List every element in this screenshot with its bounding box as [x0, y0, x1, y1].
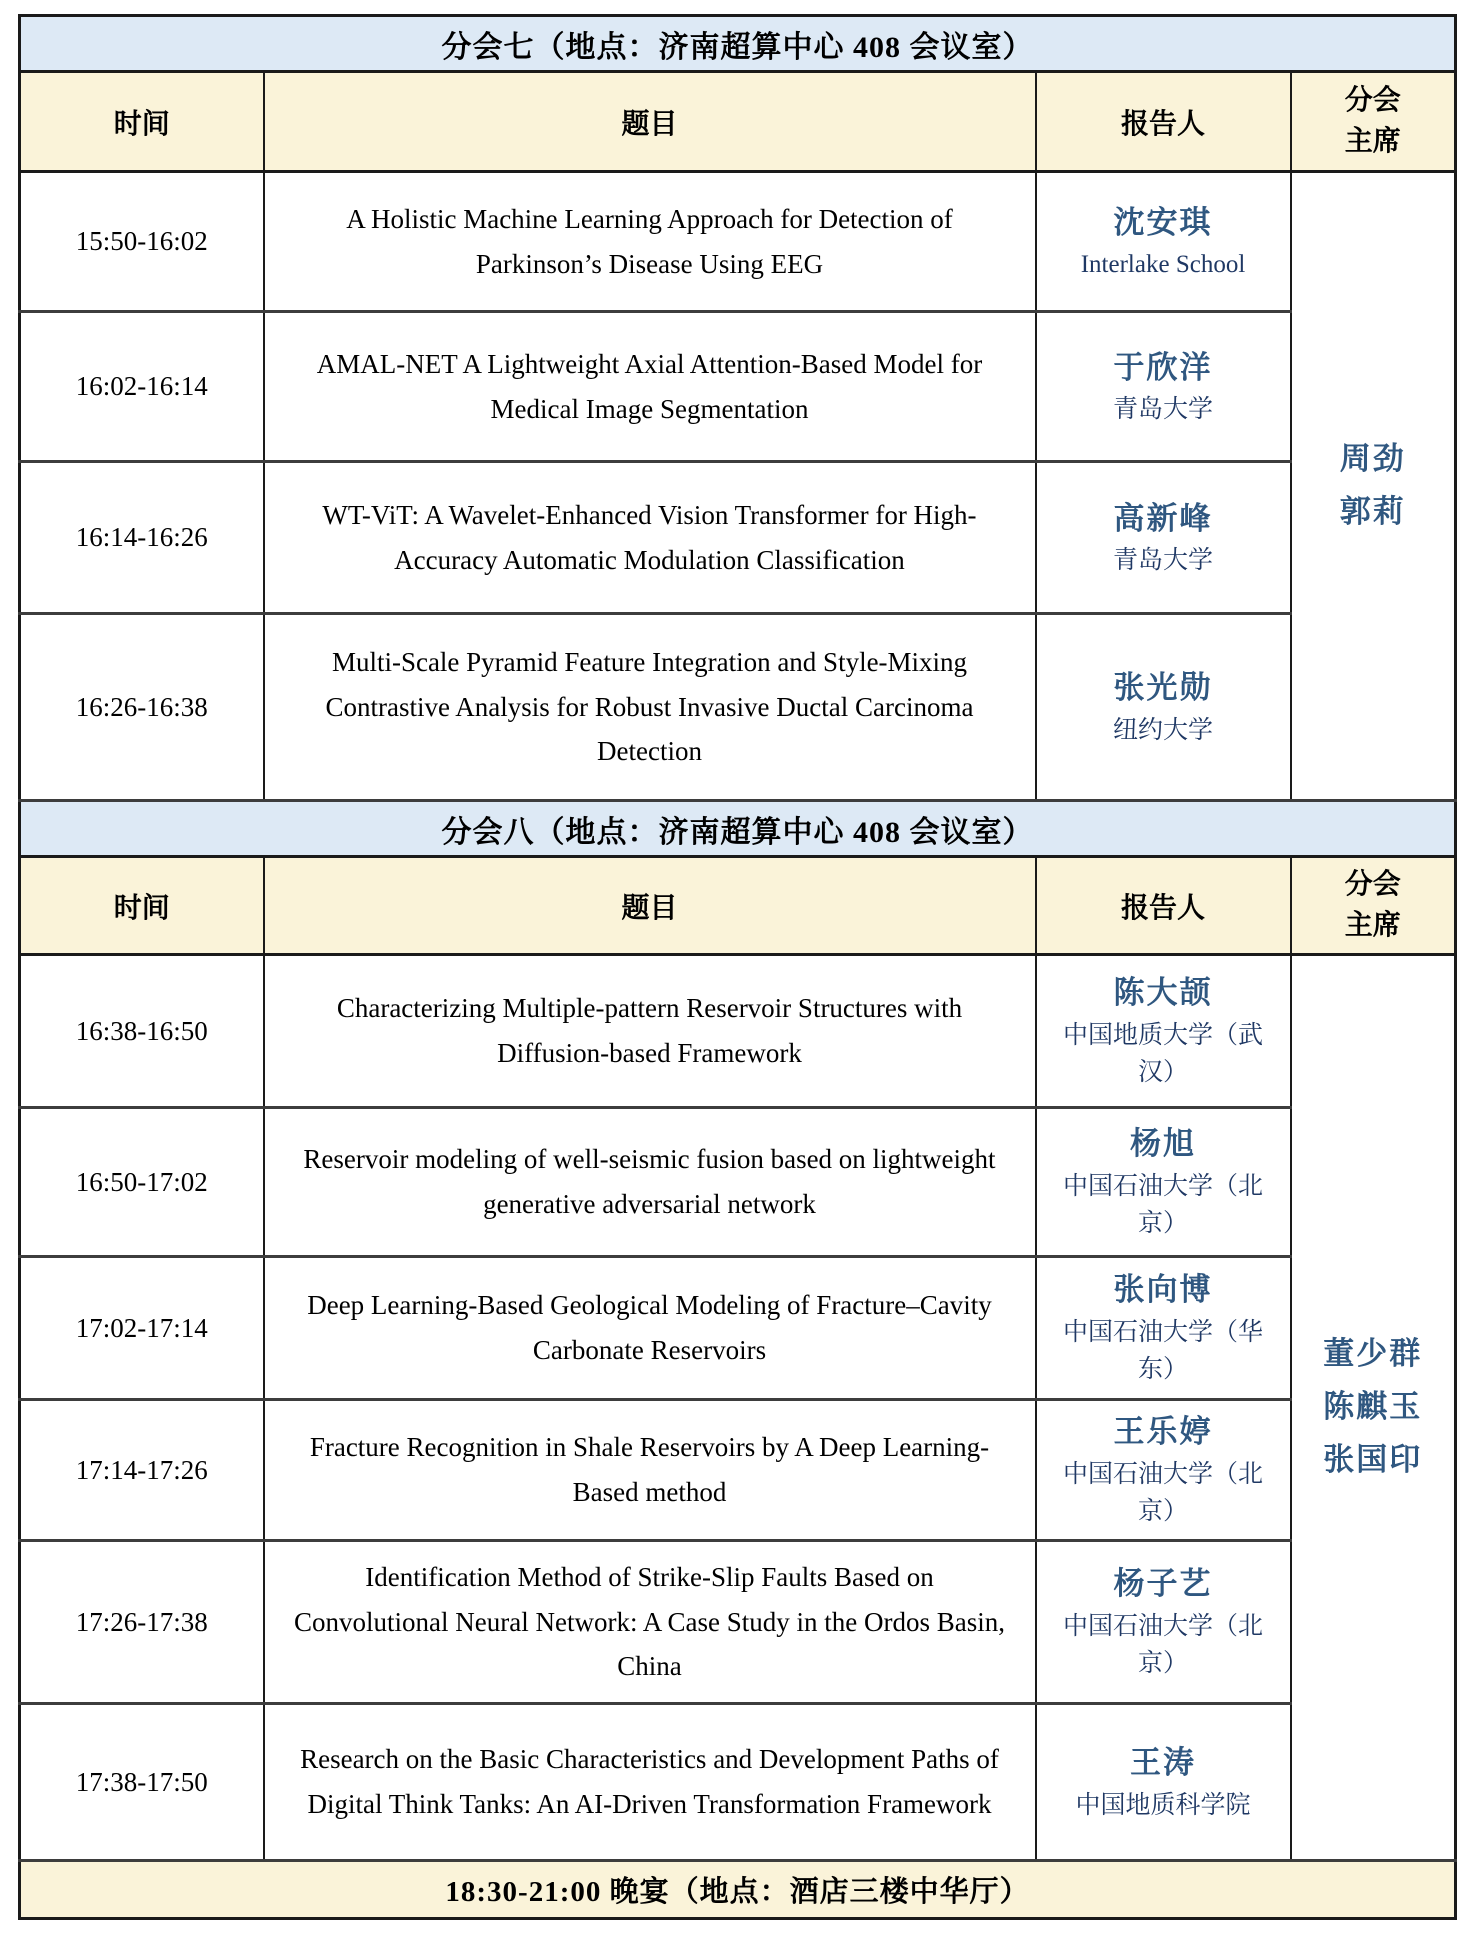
speaker-affiliation: 中国地质科学院: [1075, 1791, 1251, 1819]
time-cell: 17:14-17:26: [20, 1400, 264, 1541]
time-cell: 17:26-17:38: [20, 1541, 264, 1704]
speaker-name: 王乐婷: [1113, 1414, 1213, 1450]
chair-name: 郭莉: [1339, 494, 1406, 529]
session8-chair-cell: [1291, 955, 1456, 1861]
column-header-speaker: 报告人: [1036, 857, 1291, 955]
session8-title: 分会八（地点：济南超算中心 408 会议室）: [20, 801, 1456, 857]
session7-chair-cell: [1291, 172, 1456, 801]
title-cell: AMAL-NET A Lightweight Axial Attention-Based Model for Medical Image Segmentation: [264, 312, 1036, 462]
speaker-affiliation: 青岛大学: [1112, 547, 1213, 574]
time-cell: 15:50-16:02: [20, 172, 264, 312]
table-row: [20, 1400, 1456, 1541]
column-header-chair-line1: 分会: [1344, 84, 1401, 116]
time-cell: 16:14-16:26: [20, 462, 264, 614]
session7-header-band: [20, 16, 1456, 72]
speaker-cell: [1036, 1541, 1291, 1704]
table-row: [20, 1541, 1456, 1704]
speaker-name: 杨旭: [1130, 1126, 1196, 1162]
speaker-cell: [1036, 312, 1291, 462]
table-row: [20, 172, 1456, 312]
column-header-time: 时间: [20, 72, 264, 172]
session8-header-band: [20, 801, 1456, 857]
session8-column-header-row: [20, 857, 1456, 955]
time-cell: 16:02-16:14: [20, 312, 264, 462]
table-row: [20, 1257, 1456, 1400]
title-cell: Identification Method of Strike-Slip Faults Based on Convolutional Neural Network: A Case Study in the Ordos Basin, China: [264, 1541, 1036, 1704]
column-header-chair-line2: 主席: [1344, 909, 1401, 941]
column-header-chair-line1: 分会: [1344, 868, 1401, 900]
chair-name: 周劲: [1339, 441, 1406, 477]
speaker-name: 王涛: [1130, 1745, 1196, 1780]
table-row: [20, 614, 1456, 801]
speaker-cell: [1036, 955, 1291, 1108]
column-header-chair: [1291, 72, 1456, 172]
conference-schedule-table: [18, 14, 1457, 1920]
title-cell: Fracture Recognition in Shale Reservoirs by A Deep Learning-Based method: [264, 1400, 1036, 1541]
speaker-cell: [1036, 614, 1291, 801]
speaker-cell: [1036, 1704, 1291, 1861]
time-cell: 16:38-16:50: [20, 955, 264, 1108]
column-header-chair: [1291, 857, 1456, 955]
speaker-affiliation: 中国石油大学（北京）: [1062, 1612, 1263, 1678]
title-cell: WT-ViT: A Wavelet-Enhanced Vision Transformer for High-Accuracy Automatic Modulation Classification: [264, 462, 1036, 614]
speaker-name: 杨子艺: [1113, 1566, 1213, 1602]
table-row: [20, 462, 1456, 614]
speaker-affiliation: 中国石油大学（华东）: [1062, 1318, 1263, 1384]
chair-name: 董少群: [1323, 1336, 1423, 1372]
chair-name: 张国印: [1323, 1441, 1423, 1477]
table-row: [20, 955, 1456, 1108]
speaker-name: 张向博: [1113, 1272, 1213, 1308]
time-cell: 16:50-17:02: [20, 1108, 264, 1257]
speaker-affiliation: Interlake School: [1080, 251, 1246, 278]
column-header-chair-line2: 主席: [1344, 125, 1401, 157]
speaker-name: 高新峰: [1113, 500, 1213, 536]
title-cell: Research on the Basic Characteristics and Development Paths of Digital Think Tanks: An AI-Driven Transformation Framework: [264, 1704, 1036, 1861]
table-row: [20, 1108, 1456, 1257]
session7-column-header-row: [20, 72, 1456, 172]
speaker-affiliation: 中国石油大学（北京）: [1062, 1460, 1263, 1526]
speaker-name: 于欣洋: [1113, 349, 1213, 385]
title-cell: Deep Learning-Based Geological Modeling of Fracture–Cavity Carbonate Reservoirs: [264, 1257, 1036, 1400]
title-cell: A Holistic Machine Learning Approach for Detection of Parkinson’s Disease Using EEG: [264, 172, 1036, 312]
speaker-name: 陈大颉: [1113, 975, 1213, 1011]
speaker-name: 张光勋: [1113, 670, 1213, 705]
title-cell: Multi-Scale Pyramid Feature Integration and Style-Mixing Contrastive Analysis for Robust Invasive Ductal Carcinoma Detection: [264, 614, 1036, 801]
title-cell: Characterizing Multiple-pattern Reservoir Structures with Diffusion-based Framework: [264, 955, 1036, 1108]
speaker-cell: [1036, 1257, 1291, 1400]
time-cell: 17:38-17:50: [20, 1704, 264, 1861]
column-header-speaker: 报告人: [1036, 72, 1291, 172]
dinner-banner-text: 18:30-21:00 晚宴（地点：酒店三楼中华厅）: [20, 1861, 1456, 1919]
speaker-affiliation: 中国地质大学（武汉）: [1062, 1021, 1263, 1087]
table-row: [20, 1704, 1456, 1861]
speaker-affiliation: 青岛大学: [1112, 396, 1213, 423]
table-row: [20, 312, 1456, 462]
session7-title: 分会七（地点：济南超算中心 408 会议室）: [20, 16, 1456, 72]
speaker-cell: [1036, 1108, 1291, 1257]
speaker-cell: [1036, 462, 1291, 614]
time-cell: 17:02-17:14: [20, 1257, 264, 1400]
speaker-affiliation: 中国石油大学（北京）: [1062, 1172, 1263, 1238]
chair-name: 陈麒玉: [1323, 1389, 1423, 1425]
speaker-name: 沈安琪: [1113, 204, 1213, 240]
column-header-time: 时间: [20, 857, 264, 955]
column-header-title: 题目: [264, 72, 1036, 172]
dinner-banner-row: [20, 1861, 1456, 1919]
speaker-affiliation: 纽约大学: [1112, 716, 1213, 744]
time-cell: 16:26-16:38: [20, 614, 264, 801]
speaker-cell: [1036, 1400, 1291, 1541]
column-header-title: 题目: [264, 857, 1036, 955]
speaker-cell: [1036, 172, 1291, 312]
title-cell: Reservoir modeling of well-seismic fusion based on lightweight generative adversarial network: [264, 1108, 1036, 1257]
